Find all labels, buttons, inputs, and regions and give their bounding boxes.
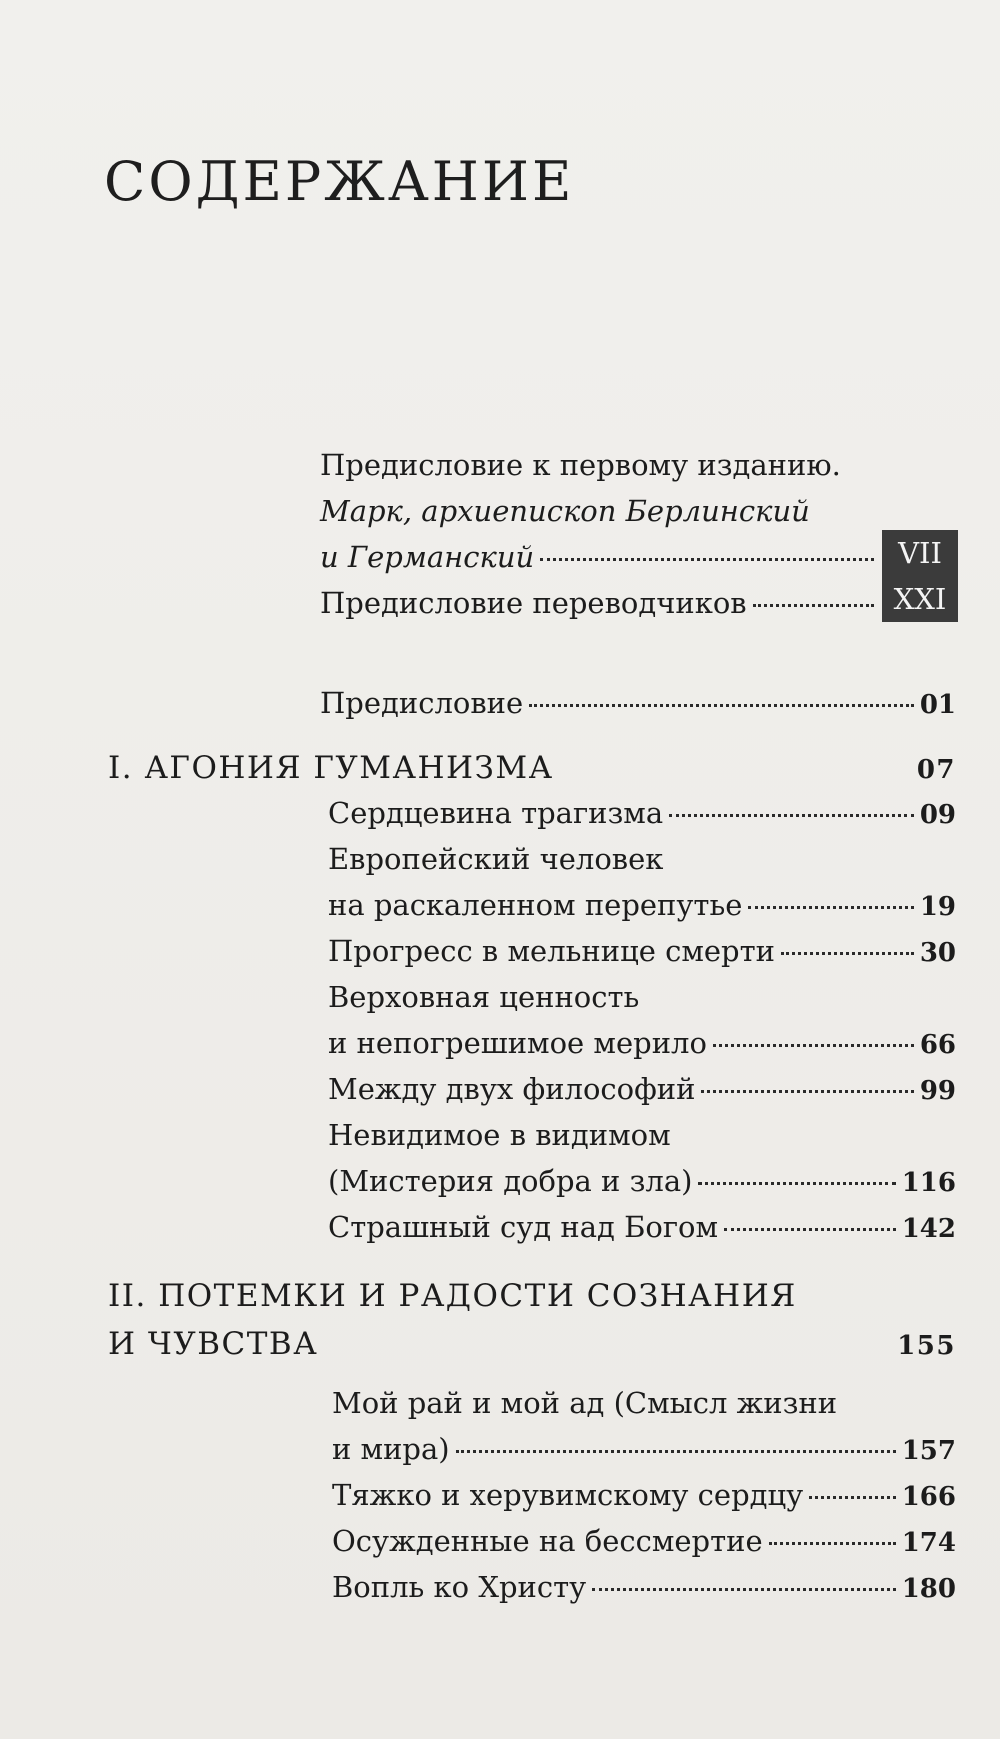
toc-entry xyxy=(332,1524,956,1558)
leader-dots xyxy=(713,1044,914,1047)
toc-entry xyxy=(320,586,880,620)
toc-entry xyxy=(320,540,880,574)
page-number: 155 xyxy=(897,1331,956,1361)
toc-entry-text: Предисловие переводчиков xyxy=(320,586,747,620)
toc-entry xyxy=(328,980,956,1014)
toc-entry-text: Мой рай и мой ад (Смысл жизни xyxy=(332,1386,838,1420)
page-number: 30 xyxy=(919,938,956,968)
roman-page-number: XXI xyxy=(882,576,958,622)
page-number: 66 xyxy=(919,1030,956,1060)
toc-entry xyxy=(332,1478,956,1512)
toc-entry-text: Предисловие xyxy=(320,686,524,720)
page-number: 09 xyxy=(919,800,956,830)
toc-entry xyxy=(320,686,956,720)
toc-entry xyxy=(328,1072,956,1106)
leader-dots xyxy=(809,1496,895,1499)
leader-dots xyxy=(669,814,914,817)
toc-entry xyxy=(328,1210,956,1244)
leader-dots xyxy=(540,558,874,561)
toc-entry xyxy=(328,888,956,922)
leader-dots xyxy=(724,1228,896,1231)
toc-entry xyxy=(320,494,870,528)
toc-section-text: II. ПОТЕМКИ И РАДОСТИ СОЗНАНИЯ xyxy=(108,1278,797,1314)
toc-entry-text: Прогресс в мельнице смерти xyxy=(328,934,775,968)
toc-section xyxy=(108,1326,956,1362)
toc-entry-text: Европейский человек xyxy=(328,842,664,876)
page-number: 19 xyxy=(919,892,956,922)
toc-entry xyxy=(328,842,956,876)
toc-entry-text: на раскаленном перепутье xyxy=(328,888,743,922)
toc-entry-text: и непогрешимое мерило xyxy=(328,1026,707,1060)
toc-section xyxy=(108,1278,956,1314)
toc-entry xyxy=(328,1118,956,1152)
toc-entry xyxy=(332,1386,956,1420)
toc-section-text: И ЧУВСТВА xyxy=(108,1326,319,1362)
toc-entry xyxy=(332,1432,956,1466)
roman-page-number: VII xyxy=(882,530,958,576)
leader-dots xyxy=(781,952,914,955)
page-title: СОДЕРЖАНИЕ xyxy=(104,150,575,213)
page-number: 116 xyxy=(901,1168,956,1198)
toc-entry xyxy=(328,1164,956,1198)
toc-entry-text: Верховная ценность xyxy=(328,980,640,1014)
page-number: 166 xyxy=(901,1482,956,1512)
leader-dots xyxy=(748,906,913,909)
leader-space xyxy=(560,769,911,772)
toc-entry-text: Сердцевина трагизма xyxy=(328,796,664,830)
toc-entry xyxy=(328,796,956,830)
page-number: 157 xyxy=(901,1436,956,1466)
toc-entry-text: Марк, архиепископ Берлинский xyxy=(320,494,810,528)
toc-entry xyxy=(332,1570,956,1604)
leader-dots xyxy=(701,1090,913,1093)
toc-entry-text: и Германский xyxy=(320,540,535,574)
page-number: 01 xyxy=(919,690,956,720)
toc-entry xyxy=(328,1026,956,1060)
page-number: 180 xyxy=(901,1574,956,1604)
toc-section xyxy=(108,750,956,786)
toc-entry-text: Вопль ко Христу xyxy=(332,1570,587,1604)
toc-entry-text: Страшный суд над Богом xyxy=(328,1210,719,1244)
leader-dots xyxy=(769,1542,896,1545)
leader-dots xyxy=(592,1588,896,1591)
leader-space xyxy=(324,1345,891,1348)
toc-entry-text: Невидимое в видимом xyxy=(328,1118,671,1152)
toc-entry-text: Осужденные на бессмертие xyxy=(332,1524,763,1558)
toc-entry-text: (Мистерия добра и зла) xyxy=(328,1164,693,1198)
page-number: 99 xyxy=(919,1076,956,1106)
page-number: 07 xyxy=(916,755,956,785)
page-number: 142 xyxy=(901,1214,956,1244)
toc-entry-text: Между двух философий xyxy=(328,1072,696,1106)
toc-entry-text: Предисловие к первому изданию. xyxy=(320,448,841,482)
leader-dots xyxy=(456,1450,896,1453)
toc-entry xyxy=(320,448,870,482)
leader-dots xyxy=(753,604,874,607)
page-number: 174 xyxy=(901,1528,956,1558)
toc-entry xyxy=(328,934,956,968)
toc-entry-text: Тяжко и херувимскому сердцу xyxy=(332,1478,804,1512)
toc-section-text: I. АГОНИЯ ГУМАНИЗМА xyxy=(108,750,554,786)
toc-entry-text: и мира) xyxy=(332,1432,450,1466)
leader-dots xyxy=(529,704,914,707)
leader-dots xyxy=(698,1182,895,1185)
